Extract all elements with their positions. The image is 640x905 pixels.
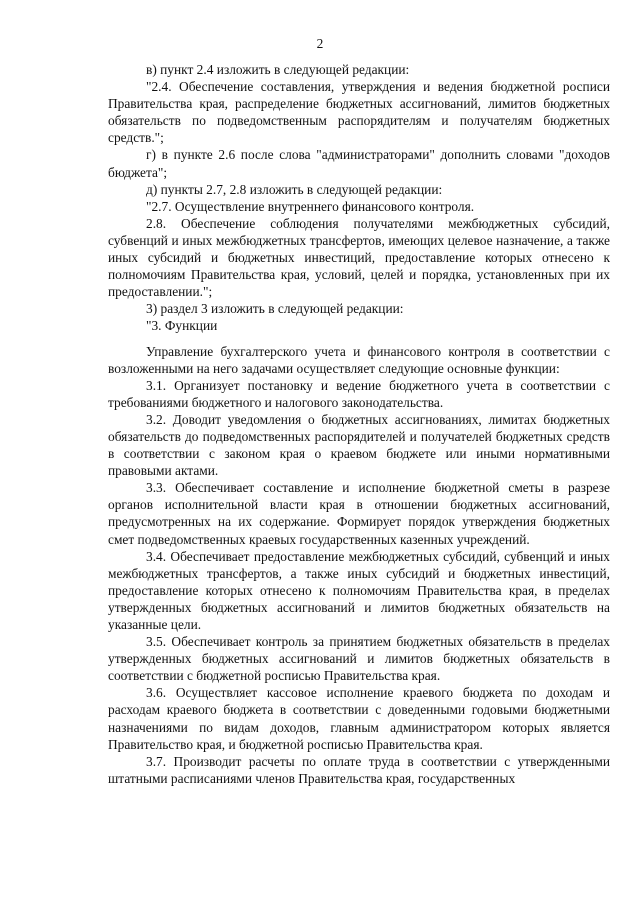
document-body <box>108 61 610 787</box>
paragraph: г) в пункте 2.6 после слова "администраторами" дополнить словами "доходов бюджета"; <box>108 147 610 180</box>
paragraph: "2.7. Осуществление внутреннего финансового контроля. <box>146 198 475 214</box>
page-number: 2 <box>316 36 324 51</box>
paragraph: 3.6. Осуществляет кассовое исполнение краевого бюджета по доходам и расходам краевого бюджета в соответствии с доведенными годовыми бюджетными назначениями по видам доходов, главным администратором которых является Правительство края, и бюджетной росписью Правительства края. <box>108 685 610 752</box>
paragraph: 3.3. Обеспечивает составление и исполнение бюджетной сметы в разрезе органов исполнительной власти края в отношении бюджетных ассигнований, предусмотренных на их содержание. Формирует порядок утверждения бюджетных смет подведомственных краевых государственных казенных учреждений. <box>108 480 610 547</box>
paragraph: 2.8. Обеспечение соблюдения получателями межбюджетных субсидий, субвенций и иных межбюджетных трансфертов, имеющих целевое назначение, а также иных субсидий и бюджетных инвестиций, предоставление которых отнесено к полномочиям Правительства края, условий, целей и порядка, установленных при их предоставлении."; <box>108 215 610 300</box>
paragraph: 3) раздел 3 изложить в следующей редакции: <box>146 301 404 317</box>
paragraph: 3.4. Обеспечивает предоставление межбюджетных субсидий, субвенций и иных межбюджетных трансфертов, а также иных субсидий и бюджетных инвестиций, предоставление которых отнесено к полномочиям Правительства края, в пределах утвержденных бюджетных ассигнований и лимитов бюджетных обязательств на указанные цели. <box>108 548 610 632</box>
paragraph: 3.5. Обеспечивает контроль за принятием бюджетных обязательств в пределах утвержденных бюджетных ассигнований и лимитов бюджетных обязательств в соответствии с бюджетной росписью Правительства края. <box>108 634 610 684</box>
paragraph: 3.1. Организует постановку и ведение бюджетного учета в соответствии с требованиями бюджетного и налогового законодательства. <box>108 377 610 410</box>
paragraph: Управление бухгалтерского учета и финансового контроля в соответствии с возложенными на него задачами осуществляет следующие основные функции: <box>108 343 610 376</box>
paragraph: 3.7. Производит расчеты по оплате труда в соответствии с утвержденными штатными расписаниями членов Правительства края, государственных <box>108 753 610 786</box>
paragraph: в) пункт 2.4 изложить в следующей редакции: <box>146 62 410 77</box>
paragraph: "2.4. Обеспечение составления, утверждения и ведения бюджетной росписи Правительства края, распределение бюджетных ассигнований, лимитов бюджетных обязательств по подведомственным распорядителям и получателям бюджетных средств."; <box>108 79 610 146</box>
section-heading: "3. Функции <box>146 318 218 334</box>
paragraph: 3.2. Доводит уведомления о бюджетных ассигнованиях, лимитах бюджетных обязательств до подведомственных распорядителей и получателей бюджетных средств в соответствии с законом края о краевом бюджете или иными нормативными правовыми актами. <box>108 411 610 479</box>
paragraph: д) пункты 2.7, 2.8 изложить в следующей редакции: <box>146 181 443 197</box>
